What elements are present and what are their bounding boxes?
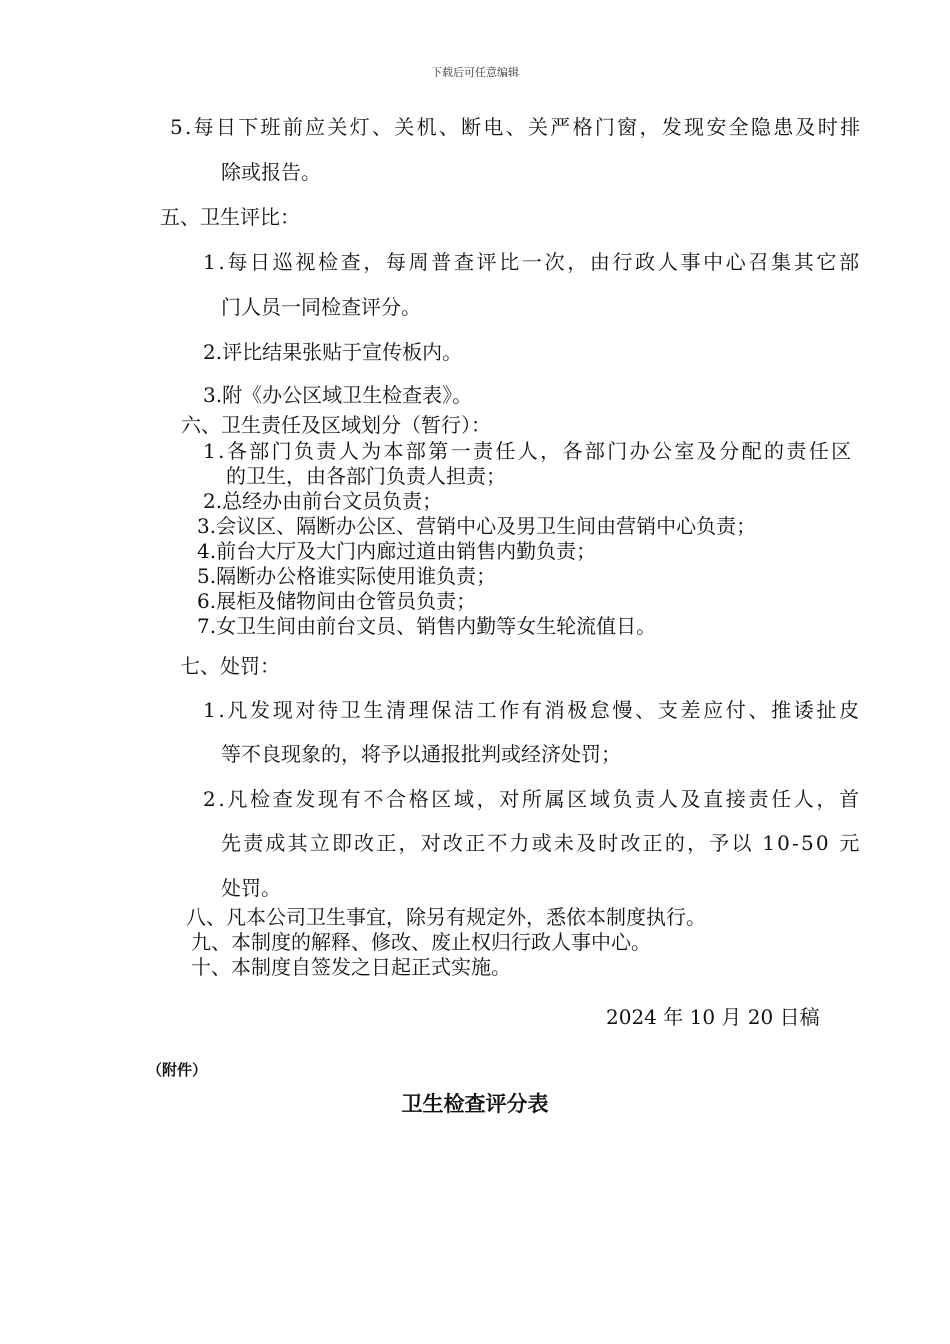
duty-6: 6.展柜及储物间由仓管员负责； — [197, 589, 477, 613]
eval-1-line-1: 1.每日巡视检查，每周普查评比一次，由行政人事中心召集其它部 — [203, 250, 862, 274]
duty-2: 2.总经办由前台文员负责； — [203, 489, 443, 513]
duty-7: 7.女卫生间由前台文员、销售内勤等女生轮流值日。 — [197, 614, 657, 638]
duty-3: 3.会议区、隔断办公区、营销中心及男卫生间由营销中心负责； — [197, 514, 757, 538]
section-10: 十、本制度自签发之日起正式实施。 — [191, 955, 511, 979]
section-9: 九、本制度的解释、修改、废止权归行政人事中心。 — [191, 930, 651, 954]
penalty-1-line-2: 等不良现象的，将予以通报批判或经济处罚； — [221, 742, 621, 766]
penalty-2-line-1: 2.凡检查发现有不合格区域，对所属区域负责人及直接责任人，首 — [203, 787, 862, 811]
section-5-heading: 五、卫生评比： — [160, 205, 300, 229]
penalty-1-line-1: 1.凡发现对待卫生清理保洁工作有消极怠慢、支差应付、推诿扯皮 — [203, 698, 862, 722]
duty-1-line-2: 的卫生，由各部门负责人担责； — [226, 464, 506, 488]
section-7-heading: 七、处罚： — [180, 654, 280, 678]
section-6-heading: 六、卫生责任及区域划分（暂行）： — [181, 413, 491, 437]
eval-2: 2.评比结果张贴于宣传板内。 — [203, 340, 463, 364]
duty-5: 5.隔断办公格谁实际使用谁负责； — [197, 564, 497, 588]
table-title: 卫生检查评分表 — [401, 1092, 549, 1116]
eval-3: 3.附《办公区域卫生检查表》。 — [203, 383, 473, 407]
page-header: 下载后可任意编辑 — [431, 66, 519, 79]
duty-4: 4.前台大厅及大门内廊过道由销售内勤负责； — [197, 539, 597, 563]
attachment-label: （附件） — [147, 1061, 208, 1079]
draft-date: 2024 年 10 月 20 日稿 — [606, 1005, 820, 1029]
eval-1-line-2: 门人员一同检查评分。 — [221, 295, 421, 319]
rule-5-line-1: 5.每日下班前应关灯、关机、断电、关严格门窗，发现安全隐患及时排 — [170, 115, 863, 139]
duty-1-line-1: 1.各部门负责人为本部第一责任人，各部门办公室及分配的责任区 — [203, 439, 854, 463]
rule-5-line-2: 除或报告。 — [221, 160, 321, 184]
penalty-2-line-2: 先责成其立即改正，对改正不力或未及时改正的，予以 10-50 元 — [221, 831, 862, 855]
penalty-2-line-3: 处罚。 — [221, 876, 281, 900]
section-8: 八、凡本公司卫生事宜，除另有规定外，悉依本制度执行。 — [186, 905, 706, 929]
